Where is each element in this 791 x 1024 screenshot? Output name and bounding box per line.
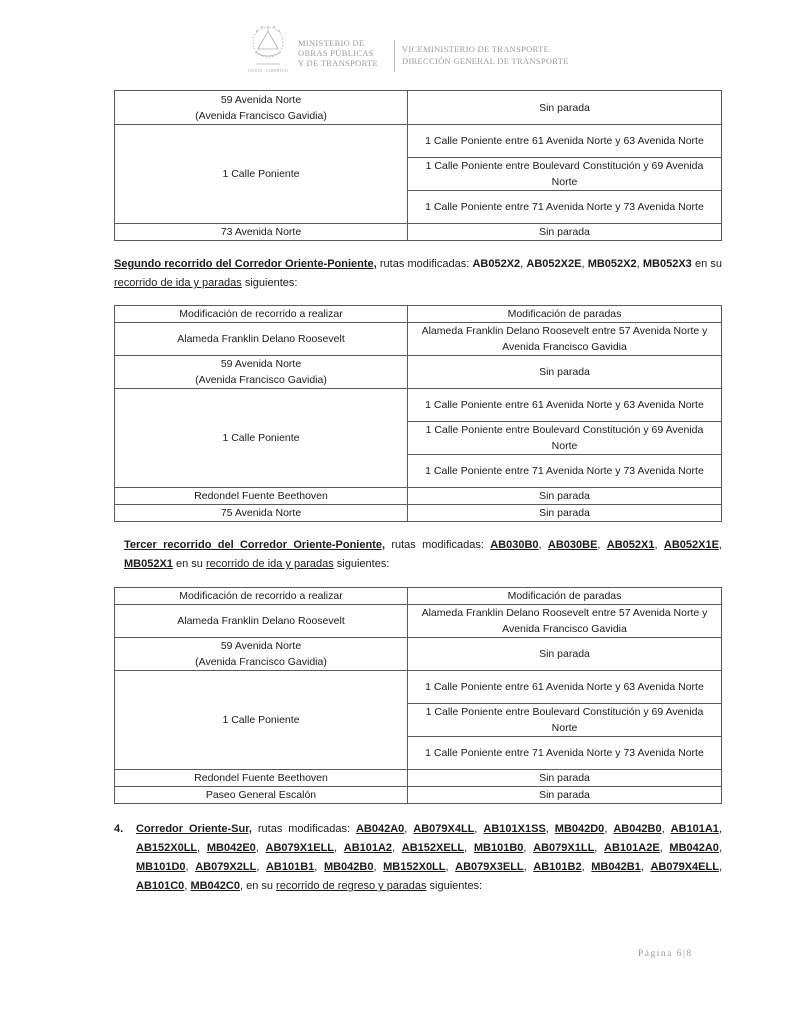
table-cell: Alameda Franklin Delano Roosevelt bbox=[115, 323, 408, 356]
column-header: Modificación de paradas bbox=[408, 588, 722, 605]
route-code: MB152X0LL bbox=[383, 861, 446, 873]
table-row bbox=[115, 605, 722, 638]
route-code: AB052X2E bbox=[526, 258, 582, 270]
route-code: MB042A0 bbox=[669, 842, 719, 854]
table-cell: 1 Calle Poniente entre 61 Avenida Norte y 63 Avenida Norte bbox=[408, 671, 722, 704]
department-name: VICEMINISTERIO DE TRANSPORTE DIRECCIÓN GENERAL DE TRANSPORTE bbox=[402, 44, 569, 66]
route-code: AB079X4ELL bbox=[650, 861, 719, 873]
section-paragraph-2: Segundo recorrido del Corredor Oriente-Poniente, rutas modificadas: AB052X2, AB052X2E, MB052X2, MB052X3 en su recorrido de ida y paradas siguientes: bbox=[114, 258, 723, 289]
route-code: AB101A2E bbox=[604, 842, 660, 854]
table-row bbox=[115, 389, 722, 422]
route-code: AB030BE bbox=[547, 539, 598, 551]
table-cell: 1 Calle Poniente entre Boulevard Constitución y 69 Avenida Norte bbox=[408, 704, 722, 737]
table-cell: Sin parada bbox=[408, 638, 722, 671]
table-row bbox=[115, 91, 722, 125]
route-code: AB152XELL bbox=[401, 842, 465, 854]
table-cell: 1 Calle Poniente bbox=[115, 125, 408, 224]
column-header: Modificación de recorrido a realizar bbox=[115, 306, 408, 323]
table-row bbox=[115, 224, 722, 241]
table-cell: Redondel Fuente Beethoven bbox=[115, 488, 408, 505]
table-row bbox=[115, 770, 722, 787]
table-cell: 59 Avenida Norte (Avenida Francisco Gavidia) bbox=[115, 356, 408, 389]
table-row bbox=[115, 356, 722, 389]
table-row bbox=[115, 505, 722, 522]
route-code: AB079X2LL bbox=[195, 861, 257, 873]
table-cell: Sin parada bbox=[408, 488, 722, 505]
table-cell: 73 Avenida Norte bbox=[115, 224, 408, 241]
route-code: MB042E0 bbox=[206, 842, 256, 854]
table-cell: 1 Calle Poniente entre 71 Avenida Norte y 73 Avenida Norte bbox=[408, 191, 722, 224]
table-cell: 59 Avenida Norte (Avenida Francisco Gavidia) bbox=[115, 91, 408, 125]
route-table-2 bbox=[114, 305, 722, 522]
table-cell: 59 Avenida Norte (Avenida Francisco Gavidia) bbox=[115, 638, 408, 671]
table-cell: Redondel Fuente Beethoven bbox=[115, 770, 408, 787]
table-cell: Alameda Franklin Delano Roosevelt entre 57 Avenida Norte y Avenida Francisco Gavidia bbox=[408, 605, 722, 638]
section-title: Corredor Oriente-Sur, bbox=[136, 823, 252, 835]
route-code: MB052X1 bbox=[124, 558, 173, 570]
table-cell: Alameda Franklin Delano Roosevelt entre 57 Avenida Norte y Avenida Francisco Gavidia bbox=[408, 323, 722, 356]
table-cell: 1 Calle Poniente bbox=[115, 671, 408, 770]
table-row bbox=[115, 638, 722, 671]
table-cell: Alameda Franklin Delano Roosevelt bbox=[115, 605, 408, 638]
header-divider bbox=[394, 40, 395, 72]
route-code: MB042D0 bbox=[554, 823, 605, 835]
route-table-1 bbox=[114, 90, 722, 241]
route-code: AB079X4LL bbox=[413, 823, 475, 835]
route-code: AB052X2 bbox=[472, 258, 521, 270]
table-row bbox=[115, 488, 722, 505]
section-title: Segundo recorrido del Corredor Oriente-Poniente, bbox=[114, 258, 377, 270]
column-header: Modificación de paradas bbox=[408, 306, 722, 323]
route-code: AB079X1LL bbox=[533, 842, 595, 854]
route-code: AB152X0LL bbox=[136, 842, 198, 854]
table-row bbox=[115, 671, 722, 704]
route-code: AB079X1ELL bbox=[265, 842, 335, 854]
national-seal-icon bbox=[248, 22, 288, 76]
table-row bbox=[115, 787, 722, 804]
route-code: AB042A0 bbox=[355, 823, 405, 835]
table-row bbox=[115, 125, 722, 158]
route-code: AB052X1E bbox=[663, 539, 719, 551]
route-code: AB030B0 bbox=[490, 539, 539, 551]
table-cell: 1 Calle Poniente bbox=[115, 389, 408, 488]
document-header bbox=[248, 22, 588, 78]
route-reference: recorrido de regreso y paradas bbox=[276, 880, 427, 892]
route-code: MB042C0 bbox=[190, 880, 240, 892]
table-cell: Sin parada bbox=[408, 787, 722, 804]
list-number: 4. bbox=[114, 823, 124, 835]
ministry-name: MINISTERIO DE OBRAS PÚBLICAS Y DE TRANSPORTE bbox=[298, 38, 379, 68]
table-cell: Sin parada bbox=[408, 505, 722, 522]
table-cell: Sin parada bbox=[408, 356, 722, 389]
route-code: AB042B0 bbox=[613, 823, 662, 835]
table-cell: Sin parada bbox=[408, 224, 722, 241]
route-code: AB079X3ELL bbox=[455, 861, 524, 873]
route-list: AB042A0, AB079X4LL, AB101X1SS, MB042D0, AB042B0, AB101A1, AB152X0LL, MB042E0, AB079X1ELL, AB101A2, AB152XELL, MB101B0, AB079X1LL, AB101A2E, MB042A0, MB101D0, AB079X2LL, AB101B1, MB042B0, MB152X0LL, AB079X3ELL, AB101B2, MB042B1, AB079X4ELL, AB101C0, MB042C0 bbox=[136, 823, 722, 892]
table-cell: 1 Calle Poniente entre Boulevard Constitución y 69 Avenida Norte bbox=[408, 158, 722, 191]
section-title: Tercer recorrido del Corredor Oriente-Poniente, bbox=[124, 539, 386, 551]
route-reference: recorrido de ida y paradas bbox=[205, 558, 334, 570]
route-code: MB101B0 bbox=[473, 842, 524, 854]
table-cell: Sin parada bbox=[408, 91, 722, 125]
route-code: AB101A2 bbox=[343, 842, 393, 854]
table-cell: Sin parada bbox=[408, 770, 722, 787]
table-header-row bbox=[115, 306, 722, 323]
route-code: MB042B0 bbox=[323, 861, 374, 873]
table-cell: 1 Calle Poniente entre 71 Avenida Norte y 73 Avenida Norte bbox=[408, 455, 722, 488]
route-code: AB101C0 bbox=[136, 880, 185, 892]
route-code: MB052X3 bbox=[642, 258, 692, 270]
section-paragraph-4: 4. Corredor Oriente-Sur, rutas modificadas: AB042A0, AB079X4LL, AB101X1SS, MB042D0, AB042B0, AB101A1, AB152X0LL, MB042E0, AB079X1ELL, AB101A2, AB152XELL, MB101B0, AB079X1LL, AB101A2E, MB042A0, MB101D0, AB079X2LL, AB101B1, MB042B0, MB152X0LL, AB079X3ELL, AB101B2, MB042B1, AB079X4ELL, AB101C0, MB042C0, en su recorrido de regreso y paradas siguientes: bbox=[114, 820, 722, 896]
column-header: Modificación de recorrido a realizar bbox=[115, 588, 408, 605]
route-code: MB101D0 bbox=[136, 861, 186, 873]
route-code: AB052X1 bbox=[606, 539, 655, 551]
route-table-3 bbox=[114, 587, 722, 804]
table-cell: 1 Calle Poniente entre 71 Avenida Norte y 73 Avenida Norte bbox=[408, 737, 722, 770]
seal-motto: UNIÓN · LIBERTAD bbox=[248, 68, 288, 73]
table-cell: 75 Avenida Norte bbox=[115, 505, 408, 522]
route-code: AB101A1 bbox=[670, 823, 719, 835]
route-code: AB101B2 bbox=[533, 861, 582, 873]
table-cell: 1 Calle Poniente entre 61 Avenida Norte y 63 Avenida Norte bbox=[408, 389, 722, 422]
table-row bbox=[115, 323, 722, 356]
route-code: MB042B1 bbox=[591, 861, 641, 873]
route-code: MB052X2 bbox=[587, 258, 637, 270]
table-cell: 1 Calle Poniente entre 61 Avenida Norte y 63 Avenida Norte bbox=[408, 125, 722, 158]
route-code: AB101X1SS bbox=[483, 823, 546, 835]
route-code: AB101B1 bbox=[265, 861, 315, 873]
page-number: Página 6|8 bbox=[638, 949, 693, 959]
table-cell: 1 Calle Poniente entre Boulevard Constitución y 69 Avenida Norte bbox=[408, 422, 722, 455]
table-header-row bbox=[115, 588, 722, 605]
table-cell: Paseo General Escalón bbox=[115, 787, 408, 804]
section-paragraph-3: Tercer recorrido del Corredor Oriente-Poniente, rutas modificadas: AB030B0, AB030BE, AB052X1, AB052X1E, MB052X1 en su recorrido de ida y paradas siguientes: bbox=[124, 539, 722, 570]
route-reference: recorrido de ida y paradas bbox=[114, 277, 242, 289]
